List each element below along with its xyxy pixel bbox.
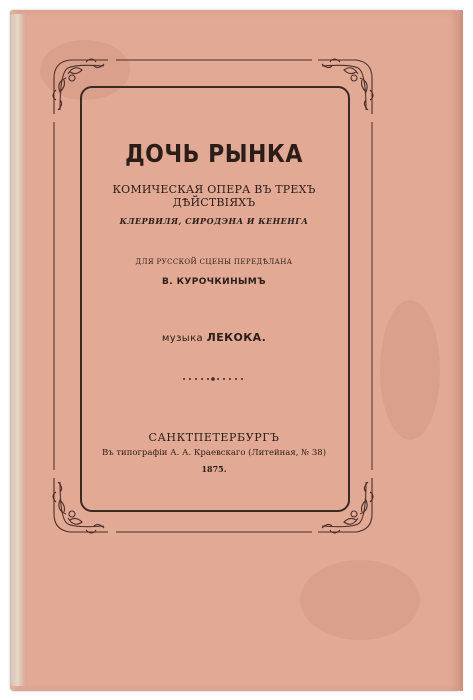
composer-name: ЛЕКОКА.	[206, 331, 267, 344]
publication-city: САНКТПЕТЕРБУРГЪ	[148, 431, 280, 444]
publication-year: 1875.	[201, 464, 227, 474]
book-subtitle: КОМИЧЕСКАЯ ОПЕРА ВЪ ТРЕХЪ ДѢЙСТВІЯХЪ	[112, 183, 316, 209]
music-credit	[80, 331, 348, 344]
book-title: ДОЧЬ РЫНКА	[125, 140, 303, 169]
book-authors: КЛЕРВИЛЯ, СИРОДЭНА И КЕНЕНГА	[119, 216, 309, 226]
title-block	[80, 86, 348, 510]
music-prefix: музыка	[161, 333, 204, 344]
adapter-name: В. КУРОЧКИНЫМЪ	[162, 277, 266, 287]
adaptation-line: ДЛЯ РУССКОЙ СЦЕНЫ ПЕРЕДѢЛАНА	[135, 258, 293, 266]
printer-line: Въ типографіи А. А. Краевскаго (Литейная, № 38)	[101, 448, 327, 458]
divider-flourish-icon	[180, 375, 246, 383]
